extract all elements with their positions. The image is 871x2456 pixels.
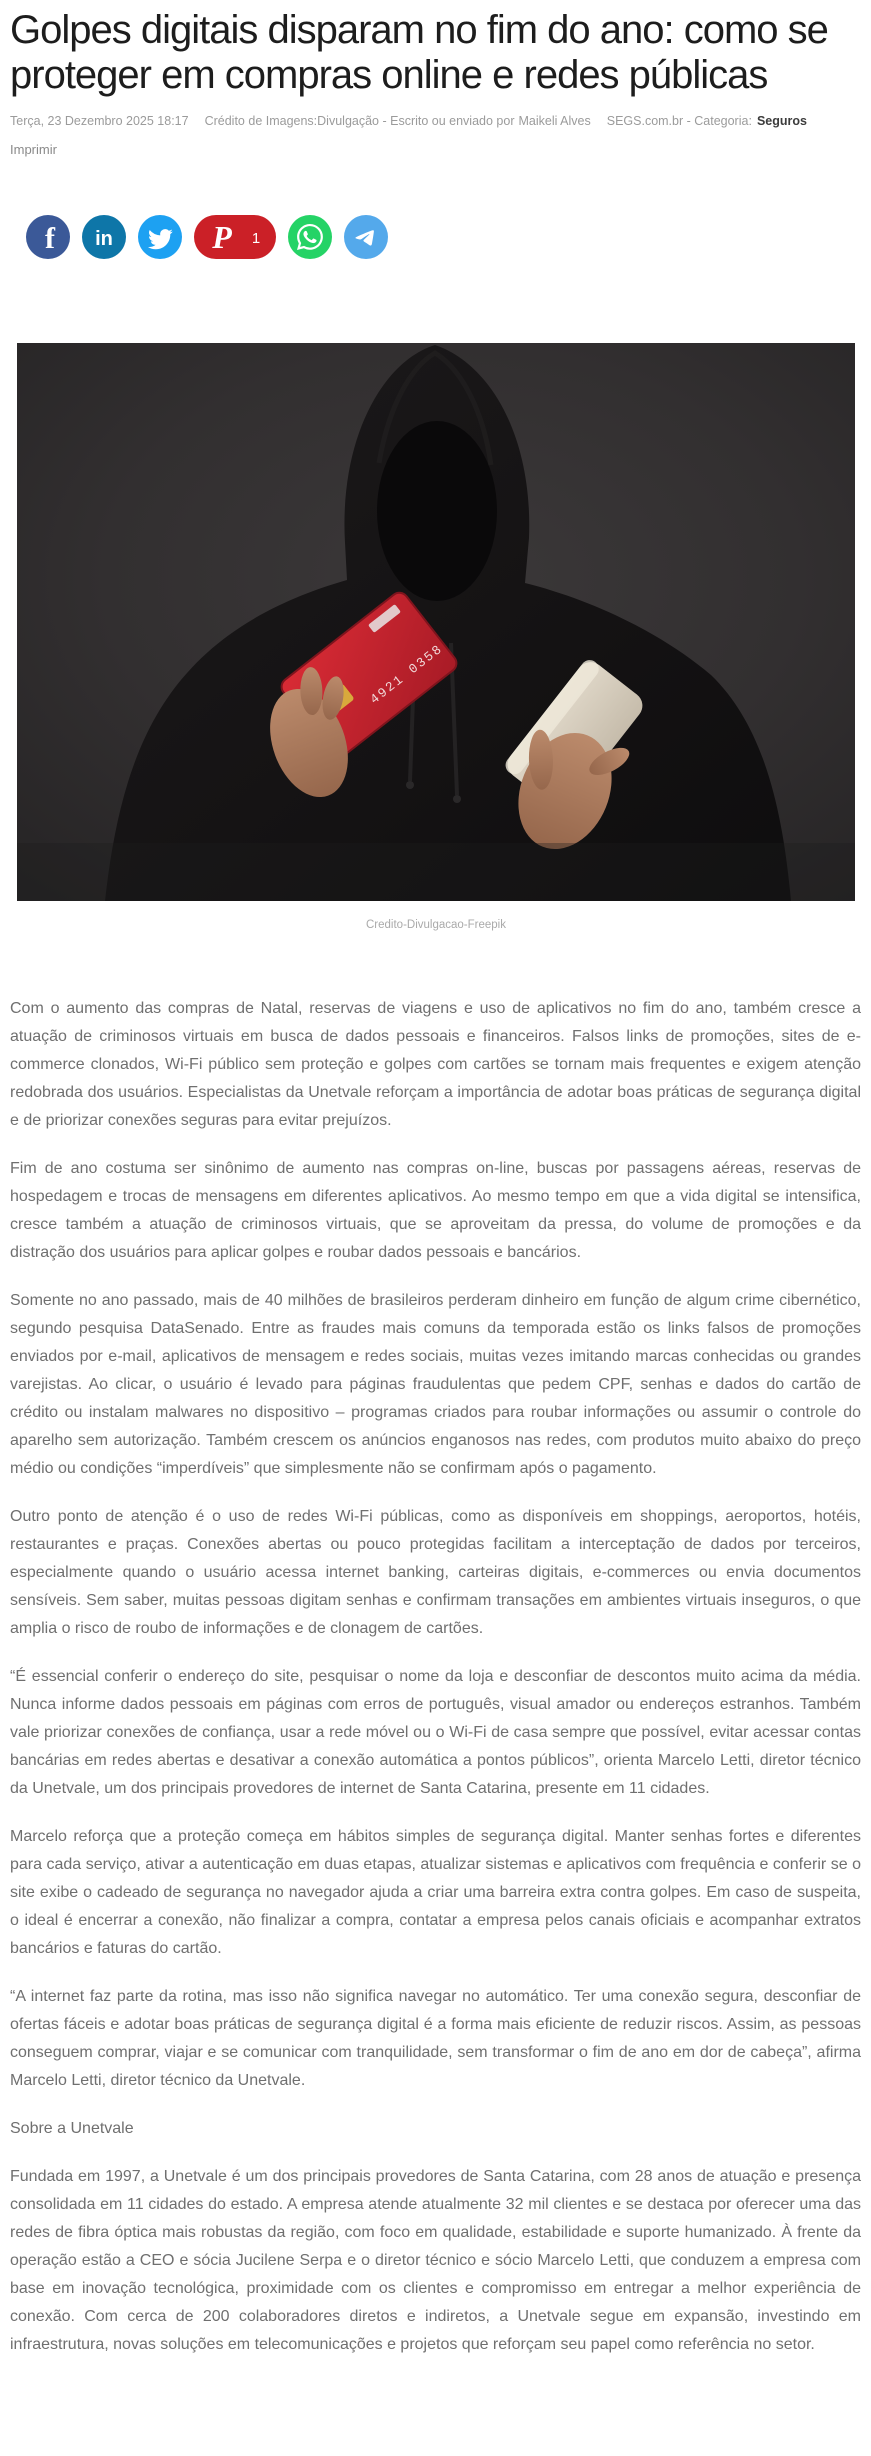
svg-text:f: f xyxy=(45,221,55,255)
paragraph: Fundada em 1997, a Unetvale é um dos principais provedores de Santa Catarina, com 28 anos de atuação e presença consolidada em 11 cidades do estado. A empresa atende atualmente 32 mil clientes e se destaca por oferecer uma das redes de fibra óptica mais robustas da região, com foco em qualidade, estabilidade e suporte humanizado. À frente da operação estão a CEO e sócia Jucilene Serpa e o diretor técnico e sócio Marcelo Letti, que conduzem a empresa com base em inovação tecnológica, proximidade com os clientes e compromisso em entregar a melhor experiência de conexão. Com cerca de 200 colaboradores diretos e indiretos, a Unetvale segue em expansão, investindo em infraestrutura, novas soluções em telecomunicações e projetos que reforçam seu papel como referência no setor. xyxy=(10,2167,861,2353)
image-credit: Crédito de Imagens:Divulgação - Escrito ou enviado por Maikeli Alves xyxy=(204,113,591,128)
telegram-icon xyxy=(344,215,388,259)
paragraph: “A internet faz parte da rotina, mas isso não significa navegar no automático. Ter uma conexão segura, desconfiar de ofertas fáceis e adotar boas práticas de segurança digital é a forma mais eficiente de reduzir riscos. Assim, as pessoas conseguem comprar, viajar e se comunicar com tranquilidade, sem transformar o fim de ano em dor de cabeça”, afirma Marcelo Letti, diretor técnico da Unetvale. xyxy=(10,1987,861,2089)
telegram-share-button[interactable] xyxy=(344,215,388,259)
pinterest-count: 1 xyxy=(251,229,261,247)
source-category: SEGS.com.br - Categoria: Seguros xyxy=(606,113,807,128)
image-caption: Credito-Divulgacao-Freepik xyxy=(366,918,506,931)
paragraph: “É essencial conferir o endereço do site, pesquisar o nome da loja e desconfiar de descontos muito acima da média. Nunca informe dados pessoais em páginas com erros de português, visual amador ou endereços estranhos. Também vale priorizar conexões de confiança, usar a rede móvel ou o Wi-Fi de casa sempre que possível, evitar acessar contas bancárias em redes abertas e desativar a conexão automática a pontos públicos”, orienta Marcelo Letti, diretor técnico da Unetvale, um dos principais provedores de internet de Santa Catarina, presente em 11 cidades. xyxy=(10,1667,861,1797)
paragraph: Somente no ano passado, mais de 40 milhões de brasileiros perderam dinheiro em função de algum crime cibernético, segundo pesquisa DataSenado. Entre as fraudes mais comuns da temporada estão os links falsos de promoções enviados por e-mail, aplicativos de mensagem e redes sociais, muitas vezes imitando marcas conhecidas ou grandes varejistas. Ao clicar, o usuário é levado para páginas fraudulentas que pedem CPF, senhas e dados do cartão de crédito ou instalam malwares no dispositivo – programas criados para roubar informações ou assumir o controle do aparelho sem autorização. Também crescem os anúncios enganosos nas redes, com produtos muito abaixo do preço médio ou condições “imperdíveis” que simplesmente não se confirmam após o pagamento. xyxy=(10,1291,861,1477)
article-meta xyxy=(10,114,861,128)
facebook-share-button[interactable] xyxy=(26,215,70,259)
twitter-icon xyxy=(138,215,182,259)
page-title: Golpes digitais disparam no fim do ano: como se proteger em compras online e redes públicas xyxy=(10,8,828,97)
paragraph: Outro ponto de atenção é o uso de redes Wi-Fi públicas, como as disponíveis em shoppings, aeroportos, hotéis, restaurantes e praças. Conexões abertas ou pouco protegidas facilitam a interceptação de dados por terceiros, especialmente quando o usuário acessa internet banking, carteiras digitais, e-commerces ou envia documentos sensíveis. Sem saber, muitas pessoas digitam senhas e confirmam transações em ambientes virtuais inseguros, o que amplia o risco de roubo de informações e de clonagem de cartões. xyxy=(10,1507,861,1637)
print-link[interactable]: Imprimir xyxy=(10,141,57,157)
paragraph: Com o aumento das compras de Natal, reservas de viagens e uso de aplicativos no fim do ano, também cresce a atuação de criminosos virtuais em busca de dados pessoais e financeiros. Falsos links de promoções, sites de e-commerce clonados, Wi-Fi público sem proteção e golpes com cartões se tornam mais frequentes e exigem atenção redobrada dos usuários. Especialistas da Unetvale reforçam a importância de adotar boas práticas de segurança digital e de priorizar conexões seguras para evitar prejuízos. xyxy=(10,999,861,1129)
share-buttons xyxy=(26,215,861,259)
linkedin-share-button[interactable] xyxy=(82,215,126,259)
paragraph: Marcelo reforça que a proteção começa em hábitos simples de segurança digital. Manter senhas fortes e diferentes para cada serviço, ativar a autenticação em duas etapas, atualizar sistemas e aplicativos com frequência e conferir se o site exibe o cadeado de segurança no navegador ajuda a criar uma barreira extra contra golpes. Em caso de suspeita, o ideal é encerrar a conexão, não finalizar a compra, contatar a empresa pelos canais oficiais e acompanhar extratos bancários e faturas do cartão. xyxy=(10,1827,861,1957)
paragraph: Fim de ano costuma ser sinônimo de aumento nas compras on-line, buscas por passagens aéreas, reservas de hospedagem e trocas de mensagens em diferentes aplicativos. Ao mesmo tempo em que a vida digital se intensifica, cresce também a atuação de criminosos virtuais, que se aproveitam da pressa, do volume de promoções e da distração dos usuários para aplicar golpes e roubar dados pessoais e bancários. xyxy=(10,1159,861,1261)
twitter-share-button[interactable] xyxy=(138,215,182,259)
article-body xyxy=(10,995,861,2359)
facebook-icon xyxy=(26,215,70,259)
hooded-hacker-image xyxy=(17,343,855,901)
linkedin-icon xyxy=(82,215,126,259)
pinterest-icon xyxy=(194,215,276,259)
pinterest-share-button[interactable] xyxy=(194,215,276,259)
whatsapp-share-button[interactable] xyxy=(288,215,332,259)
paragraph-section-heading: Sobre a Unetvale xyxy=(10,2119,134,2137)
svg-text:4921 0358: 4921 0358 xyxy=(367,640,446,707)
publish-date: Terça, 23 Dezembro 2025 18:17 xyxy=(10,113,189,128)
svg-text:P: P xyxy=(212,218,232,255)
article-image-figure xyxy=(17,343,855,931)
category-link[interactable]: Seguros xyxy=(756,113,807,128)
author-name: Maikeli Alves xyxy=(518,113,591,128)
whatsapp-icon xyxy=(288,215,332,259)
svg-text:in: in xyxy=(95,227,113,250)
